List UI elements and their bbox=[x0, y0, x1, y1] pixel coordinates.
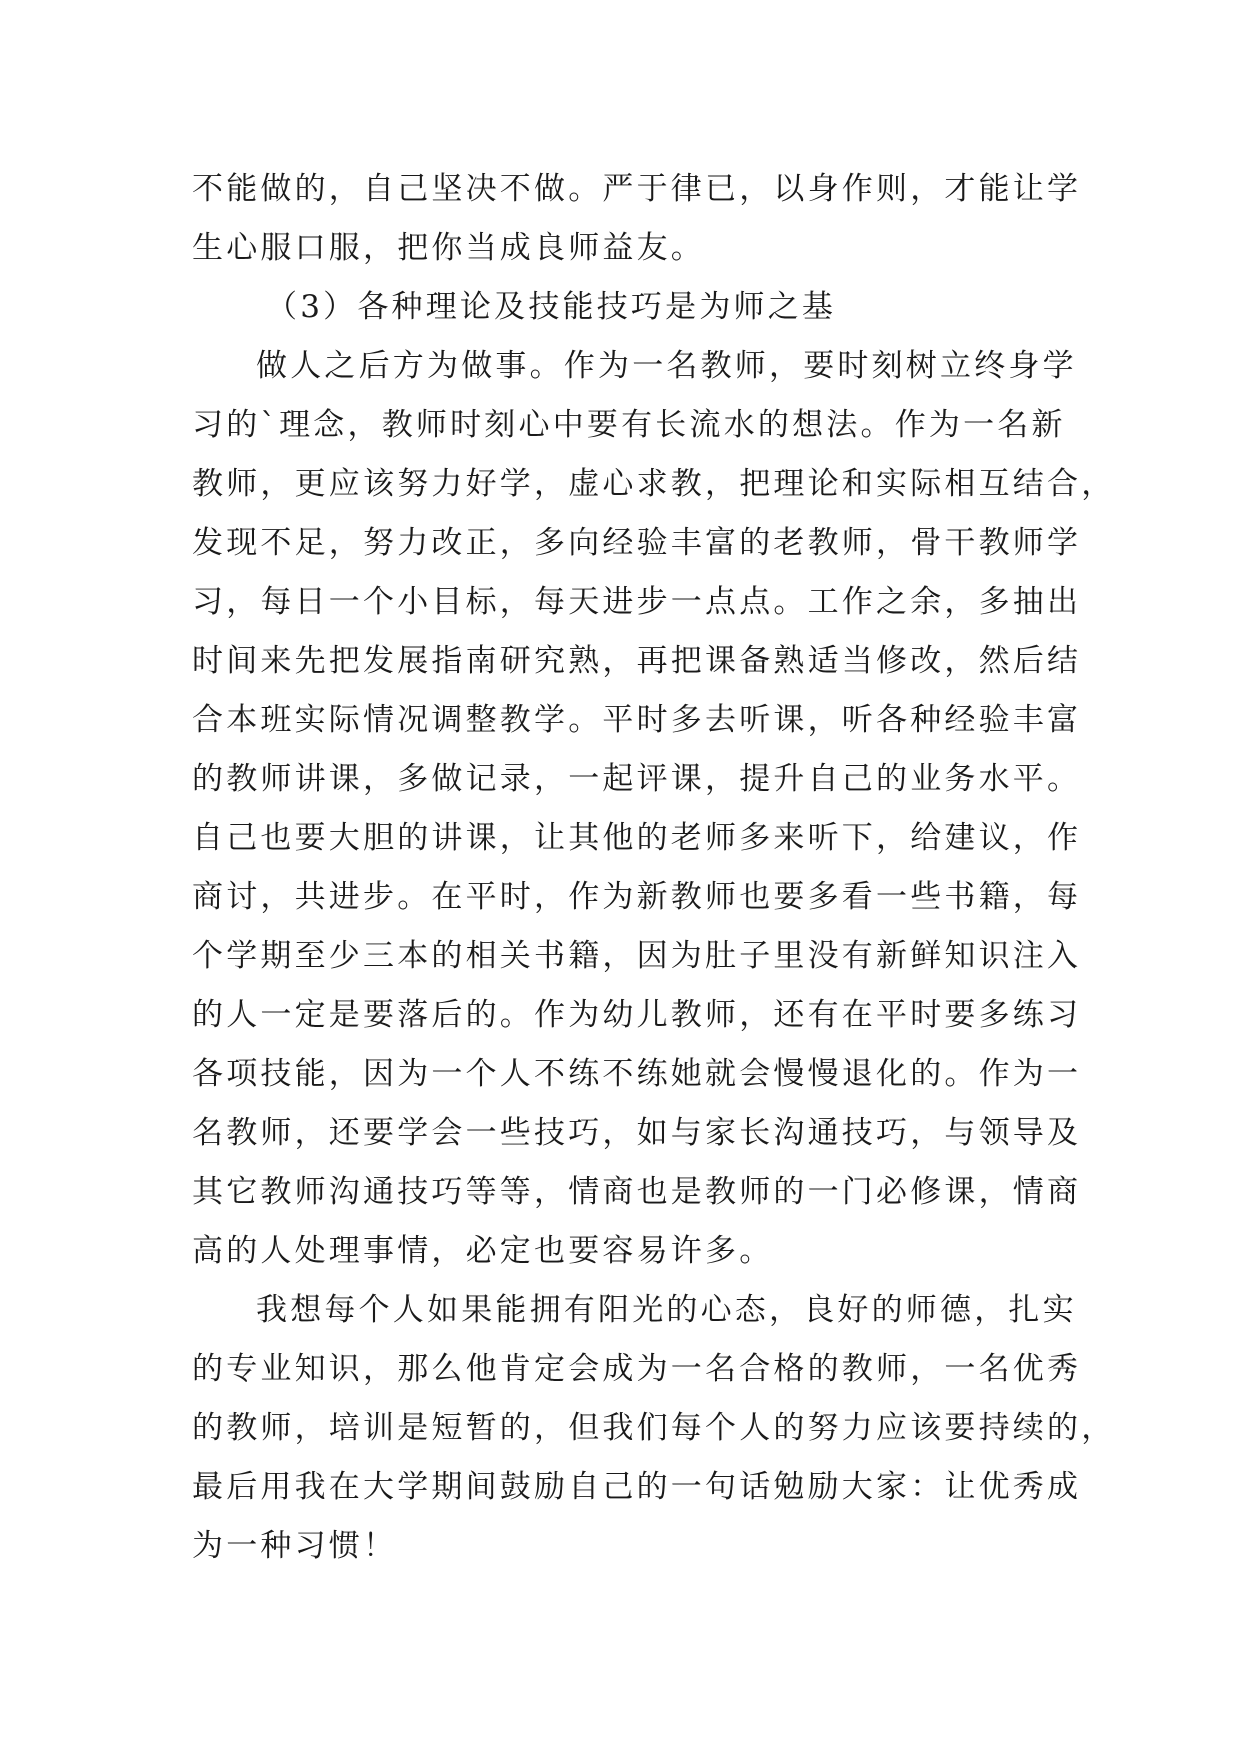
text-line: 生心服口服，把你当成良师益友。 bbox=[192, 230, 705, 266]
text-line: 的教师讲课，多做记录，一起评课，提升自己的业务水平。 bbox=[192, 761, 1082, 797]
text-line: 做人之后方为做事。作为一名教师，要时刻树立终身学 bbox=[256, 348, 1077, 384]
text-line: 名教师，还要学会一些技巧，如与家长沟通技巧，与领导及 bbox=[192, 1115, 1082, 1151]
text-line: 时间来先把发展指南研究熟，再把课备熟适当修改，然后结 bbox=[192, 643, 1082, 679]
text-line: 商讨，共进步。在平时，作为新教师也要多看一些书籍，每 bbox=[192, 879, 1082, 915]
text-line: 最后用我在大学期间鼓励自己的一句话勉励大家：让优秀成 bbox=[192, 1469, 1082, 1505]
text-line: 的教师，培训是短暂的，但我们每个人的努力应该要持续的， bbox=[192, 1410, 1116, 1446]
text-line: 为一种习惯！ bbox=[192, 1528, 398, 1564]
text-line: 各项技能，因为一个人不练不练她就会慢慢退化的。作为一 bbox=[192, 1056, 1082, 1092]
text-line: 发现不足，努力改正，多向经验丰富的老教师，骨干教师学 bbox=[192, 525, 1082, 561]
text-line: 教师，更应该努力好学，虚心求教，把理论和实际相互结合， bbox=[192, 466, 1116, 502]
text-line: 的专业知识，那么他肯定会成为一名合格的教师，一名优秀 bbox=[192, 1351, 1082, 1387]
text-line: 高的人处理事情，必定也要容易许多。 bbox=[192, 1233, 774, 1269]
text-line: 习的`理念，教师时刻心中要有长流水的想法。作为一名新 bbox=[192, 407, 1066, 443]
text-line: 习，每日一个小目标，每天进步一点点。工作之余，多抽出 bbox=[192, 584, 1082, 620]
text-line: 不能做的，自己坚决不做。严于律已，以身作则，才能让学 bbox=[192, 171, 1082, 207]
text-line: 的人一定是要落后的。作为幼儿教师，还有在平时要多练习 bbox=[192, 997, 1082, 1033]
text-line: 合本班实际情况调整教学。平时多去听课，听各种经验丰富 bbox=[192, 702, 1082, 738]
body-text bbox=[192, 160, 1116, 1576]
text-line: 其它教师沟通技巧等等，情商也是教师的一门必修课，情商 bbox=[192, 1174, 1082, 1210]
text-line: 我想每个人如果能拥有阳光的心态，良好的师德，扎实 bbox=[256, 1292, 1077, 1328]
section-heading: （3）各种理论及技能技巧是为师之基 bbox=[266, 289, 837, 325]
text-line: 自己也要大胆的讲课，让其他的老师多来听下，给建议，作 bbox=[192, 820, 1082, 856]
text-line: 个学期至少三本的相关书籍，因为肚子里没有新鲜知识注入 bbox=[192, 938, 1082, 974]
